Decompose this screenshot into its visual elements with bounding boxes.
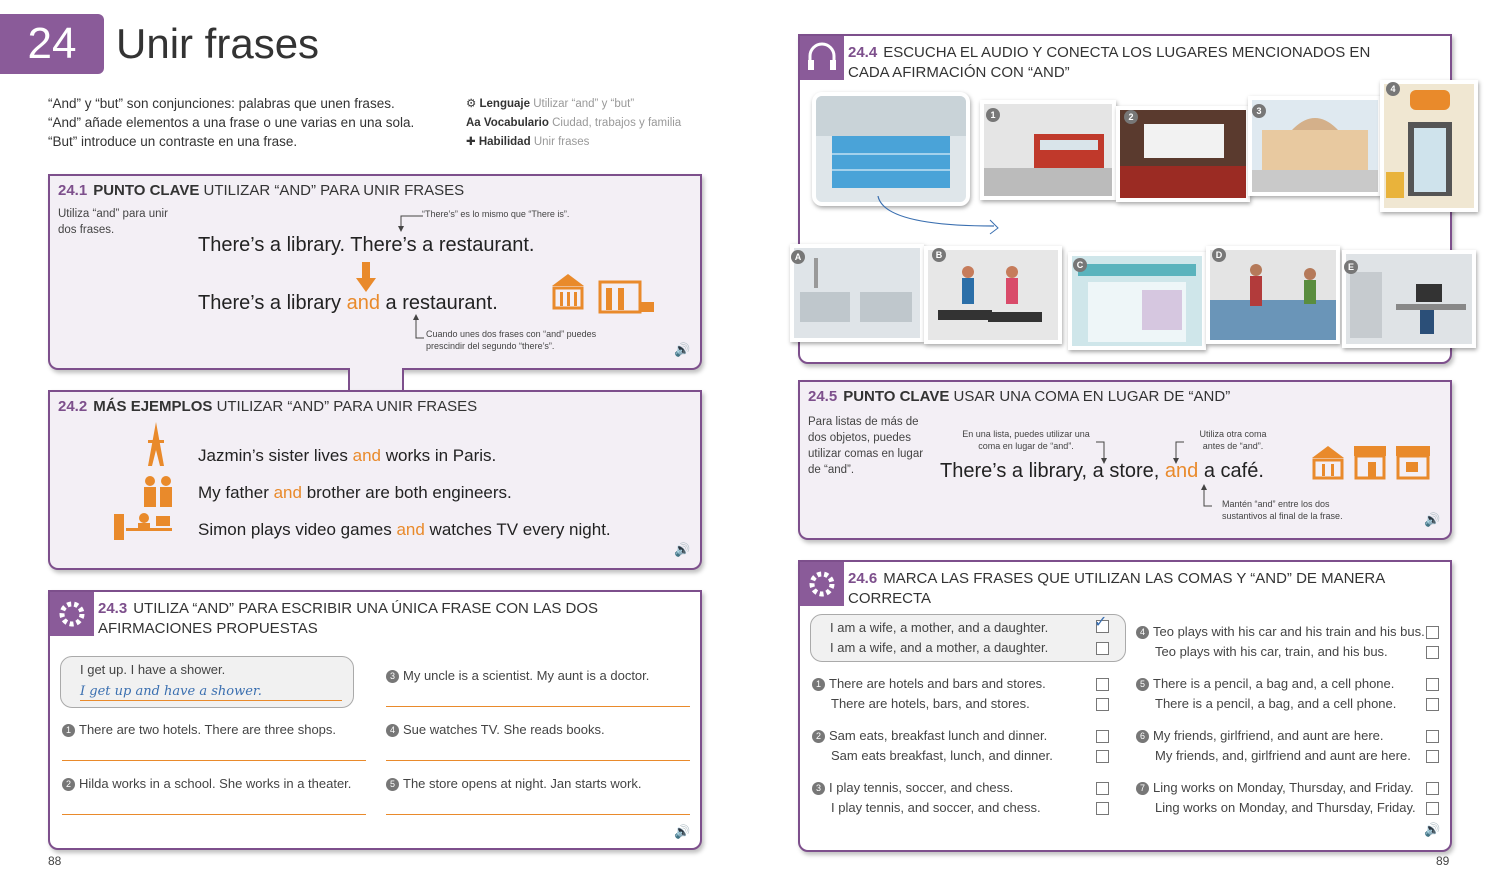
option-b: My friends, and, girlfriend and aunt are here.	[1155, 748, 1411, 763]
connection-arrow	[874, 196, 1004, 242]
checkbox[interactable]	[1426, 678, 1439, 691]
checkbox[interactable]	[1426, 782, 1439, 795]
image-label: 2	[1124, 110, 1138, 124]
joined-sentence: There’s a library and a restaurant.	[198, 292, 498, 314]
checkbox[interactable]	[1426, 646, 1439, 659]
hospital-image	[790, 244, 924, 342]
section-24-2	[48, 390, 702, 570]
image-label: A	[791, 250, 805, 264]
option-b: Sam eats breakfast, lunch, and dinner.	[831, 748, 1053, 763]
exercise-item: 3 My uncle is a scientist. My aunt is a doctor.	[386, 668, 649, 683]
side-note: Utiliza “and” para unir dos frases.	[58, 208, 168, 236]
image-label: D	[1212, 248, 1226, 262]
option-b: Teo plays with his car, train, and his bus.	[1155, 644, 1388, 659]
gym-image	[924, 246, 1062, 344]
section-24-1	[48, 174, 702, 370]
section-heading: 24.5 PUNTO CLAVE USAR UNA COMA EN LUGAR DE “AND”	[808, 388, 1231, 405]
audio-icon[interactable]: 🔊	[674, 824, 691, 839]
option-b: I play tennis, and soccer, and chess.	[831, 800, 1041, 815]
answer-line[interactable]	[62, 814, 366, 815]
cafe-icon	[1394, 444, 1432, 480]
checkbox[interactable]	[1426, 626, 1439, 639]
option-a: 1 There are hotels and bars and stores.	[812, 676, 1046, 691]
checkbox[interactable]	[1096, 750, 1109, 763]
annotation: Utiliza otra coma antes de “and”.	[1199, 429, 1267, 451]
option-a: 4 Teo plays with his car and his train and his bus.	[1136, 624, 1425, 639]
answer-line[interactable]	[386, 706, 690, 707]
image-label: 1	[986, 108, 1000, 122]
checkbox[interactable]	[1096, 730, 1109, 743]
checkbox[interactable]	[1426, 802, 1439, 815]
connector	[348, 368, 404, 390]
image-label: 4	[1386, 82, 1400, 96]
checkbox[interactable]	[1096, 782, 1109, 795]
exercise-item: 5 The store opens at night. Jan starts work.	[386, 776, 641, 791]
train-station-image	[980, 100, 1116, 200]
image-label: E	[1344, 260, 1358, 274]
checkbox[interactable]	[1426, 730, 1439, 743]
swimming-pool-image	[812, 92, 970, 206]
example-option: I am a wife, and a mother, a daughter.	[830, 640, 1049, 655]
image-label: B	[932, 248, 946, 262]
clothing-store-image	[1068, 252, 1206, 350]
annotation: “There’s” es lo mismo que “There is”.	[422, 209, 570, 219]
option-b: Ling works on Monday, and Thursday, Friday.	[1155, 800, 1416, 815]
option-a: 6 My friends, girlfriend, and aunt are here.	[1136, 728, 1384, 743]
image-label: C	[1073, 258, 1087, 272]
example-answer: I get up and have a shower.	[80, 684, 262, 699]
section-24-5	[798, 380, 1452, 540]
example-sentence: Simon plays video games and watches TV every night.	[198, 520, 611, 539]
section-heading: 24.4 ESCUCHA EL AUDIO Y CONECTA LOS LUGARES MENCIONADOS EN CADA AFIRMACIÓN CON “AND”	[848, 44, 1371, 81]
intro-text	[48, 94, 414, 151]
intro-line: “And” añade elementos a una frase o une varias en una sola.	[48, 115, 415, 130]
checkbox[interactable]	[1096, 678, 1109, 691]
annotation: En una lista, puedes utilizar una coma en lugar de “and”.	[962, 429, 1090, 451]
chapter-title: Unir frases	[116, 20, 320, 67]
checkbox[interactable]	[1096, 642, 1109, 655]
image-label: 3	[1252, 104, 1266, 118]
library-icon	[1310, 444, 1346, 480]
gear-icon	[50, 592, 94, 636]
arrow-icon	[1194, 484, 1214, 512]
university-image	[1248, 96, 1382, 196]
example-sentence: There’s a library. There’s a restaurant.	[198, 234, 535, 256]
gear-icon: ⚙	[466, 98, 477, 110]
example-option: I am a wife, a mother, and a daughter.	[830, 620, 1049, 635]
restaurant-icon	[598, 278, 656, 316]
video-games-icon	[112, 510, 178, 542]
eiffel-tower-icon	[136, 420, 176, 468]
answer-line[interactable]	[62, 760, 366, 761]
post-office-image	[1380, 80, 1478, 212]
audio-icon[interactable]: 🔊	[674, 542, 691, 557]
check-icon: ✓	[1094, 614, 1108, 631]
example-sentence: Jazmin’s sister lives and works in Paris.	[198, 446, 497, 465]
checkbox[interactable]	[1426, 698, 1439, 711]
arrow-icon	[395, 212, 425, 234]
checkbox[interactable]	[1426, 750, 1439, 763]
option-a: 7 Ling works on Monday, Thursday, and Friday.	[1136, 780, 1414, 795]
section-heading: 24.2 MÁS EJEMPLOS UTILIZAR “AND” PARA UNIR FRASES	[58, 398, 478, 415]
exercise-item: 2 Hilda works in a school. She works in a theater.	[62, 776, 351, 791]
headphones-icon	[800, 36, 844, 80]
checkbox[interactable]	[1096, 802, 1109, 815]
answer-line[interactable]	[386, 760, 690, 761]
annotation: Cuando unes dos frases con “and” puedes prescindir del segundo “there’s”.	[426, 329, 597, 351]
option-b: There is a pencil, a bag, and a cell phone.	[1155, 696, 1397, 711]
intro-line: “And” y “but” son conjunciones: palabras que unen frases.	[48, 96, 395, 111]
down-arrow-icon	[356, 262, 376, 294]
section-24-6	[798, 560, 1452, 852]
section-heading: 24.1 PUNTO CLAVE UTILIZAR “AND” PARA UNIR FRASES	[58, 182, 465, 199]
side-note: Para listas de más de dos objetos, puedes utilizar comas en lugar de “and”.	[808, 416, 924, 476]
engineers-icon	[138, 474, 178, 510]
section-24-3	[48, 590, 702, 850]
page-number: 88	[48, 854, 62, 868]
option-a: 3 I play tennis, soccer, and chess.	[812, 780, 1013, 795]
option-a: 5 There is a pencil, a bag and, a cell phone.	[1136, 676, 1394, 691]
example-question: I get up. I have a shower.	[80, 662, 226, 677]
section-heading: 24.3 UTILIZA “AND” PARA ESCRIBIR UNA ÚNICA FRASE CON LAS DOS AFIRMACIONES PROPUESTAS	[98, 600, 599, 637]
gear-icon	[800, 562, 844, 606]
audio-icon[interactable]: 🔊	[674, 342, 691, 357]
arrow-icon	[406, 314, 426, 344]
option-b: There are hotels, bars, and stores.	[831, 696, 1030, 711]
audio-icon[interactable]: 🔊	[1424, 512, 1441, 527]
example-sentence: My father and brother are both engineers.	[198, 483, 512, 502]
audio-icon[interactable]: 🔊	[1424, 822, 1441, 837]
office-image	[1342, 250, 1476, 348]
annotation: Mantén “and” entre los dos sustantivos al final de la frase.	[1222, 499, 1343, 521]
section-heading: 24.6 MARCA LAS FRASES QUE UTILIZAN LAS COMAS Y “AND” DE MANERA CORRECTA	[848, 570, 1385, 607]
reception-desk-image	[1206, 246, 1340, 344]
library-icon	[548, 270, 588, 314]
exercise-item: 4 Sue watches TV. She reads books.	[386, 722, 605, 737]
chapter-meta: ⚙ Lenguaje Utilizar “and” y “but” Aa Vocabulario Ciudad, trabajos y familia ✚ Habilidad Unir frases	[466, 98, 682, 148]
store-icon	[1352, 444, 1388, 480]
option-a: 2 Sam eats, breakfast lunch and dinner.	[812, 728, 1047, 743]
chapter-number: 24	[0, 14, 104, 74]
intro-line: “But” introduce un contraste en una frase.	[48, 134, 298, 149]
page-number: 89	[1436, 854, 1450, 868]
vocabulary-icon: Aa	[466, 117, 481, 129]
exercise-item: 1 There are two hotels. There are three shops.	[62, 722, 336, 737]
checkbox[interactable]	[1096, 698, 1109, 711]
puzzle-icon: ✚	[466, 136, 476, 148]
answer-line[interactable]	[386, 814, 690, 815]
example-sentence: There’s a library, a store, and a café.	[940, 460, 1264, 482]
